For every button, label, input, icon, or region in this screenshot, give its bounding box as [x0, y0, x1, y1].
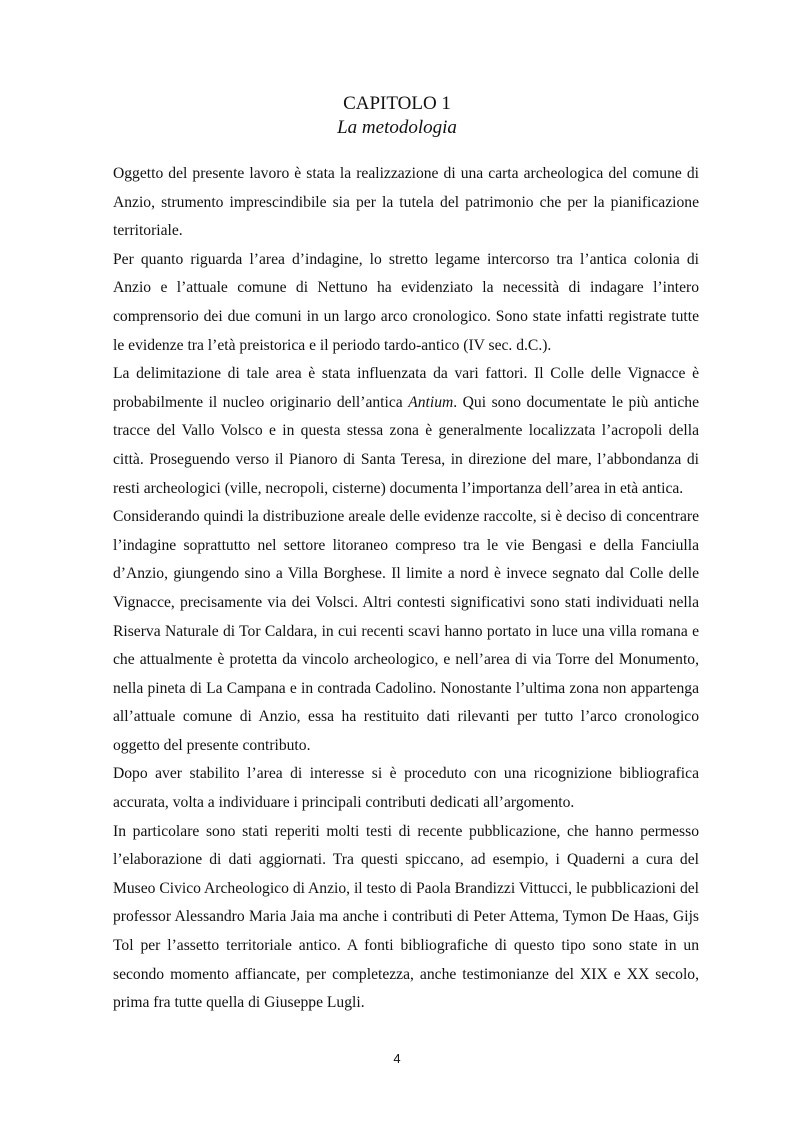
page-number: 4	[393, 1051, 401, 1066]
paragraph: Oggetto del presente lavoro è stata la realizzazione di una carta archeologica del comune di Anzio, strumento imprescindibile sia per la tutela del patrimonio che per la pianificazione territoriale.	[113, 165, 699, 240]
chapter-label: CAPITOLO 1	[343, 93, 451, 114]
paragraph: Considerando quindi la distribuzione areale delle evidenze raccolte, si è deciso di concentrare l’indagine soprattutto nel settore litoraneo compreso tra le vie Bengasi e della Fanciulla d’Anzio, giungendo sino a Villa Borghese. Il limite a nord è invece segnato dal Colle delle Vignacce, precisamente via dei Volsci. Altri contesti significativi sono stati individuati nella Riserva Naturale di Tor Caldara, in cui recenti scavi hanno portato in luce una villa romana e che attualmente è protetta da vincolo archeologico, e nell’area di via Torre del Monumento, nella pineta di La Campana e in contrada Cadolino. Nonostante l’ultima zona non appartenga all’attuale comune di Anzio, essa ha restituito dati rilevanti per tutto l’arco cronologico oggetto del presente contributo.	[113, 508, 699, 754]
paragraph	[113, 360, 699, 503]
paragraph-italic-term: Antium	[408, 393, 454, 411]
paragraph: In particolare sono stati reperiti molti testi di recente pubblicazione, che hanno permesso l’elaborazione di dati aggiornati. Tra questi spiccano, ad esempio, i Quaderni a cura del Museo Civico Archeologico di Anzio, il testo di Paola Brandizzi Vittucci, le pubblicazioni del professor Alessandro Maria Jaia ma anche i contributi di Peter Attema, Tymon De Haas, Gijs Tol per l’assetto territoriale antico. A fonti bibliografiche di questo tipo sono state in un secondo momento affiancate, per completezza, anche testimonianze del XIX e XX secolo, prima fra tutte quella di Giuseppe Lugli.	[113, 822, 699, 1012]
chapter-title: La metodologia	[337, 117, 457, 138]
chapter-body	[113, 160, 699, 1018]
paragraph-text: . Qui sono documentate le più antiche tracce del Vallo Volsco e in questa stessa zona è generalmente localizzata l’acropoli della città. Proseguendo verso il Pianoro di Santa Teresa, in direzione del mare, l’abbondanza di resti archeologici (ville, necropoli, cisterne) documenta l’importanza dell’area in età antica.	[113, 393, 699, 497]
paragraph-text: La delimitazione di tale area è stata influenzata da vari fattori. Il Colle delle Vignacce è probabilmente il nucleo originario dell’antica	[113, 365, 699, 411]
paragraph: Per quanto riguarda l’area d’indagine, lo stretto legame intercorso tra l’antica colonia di Anzio e l’attuale comune di Nettuno ha evidenziato la necessità di indagare l’intero comprensorio dei due comuni in un largo arco cronologico. Sono state infatti registrate tutte le evidenze tra l’età preistorica e il periodo tardo-antico (IV sec. d.C.).	[113, 250, 699, 354]
paragraph: Dopo aver stabilito l’area di interesse si è proceduto con una ricognizione bibliografica accurata, volta a individuare i principali contributi dedicati all’argomento.	[113, 765, 699, 812]
chapter-heading	[0, 92, 794, 140]
